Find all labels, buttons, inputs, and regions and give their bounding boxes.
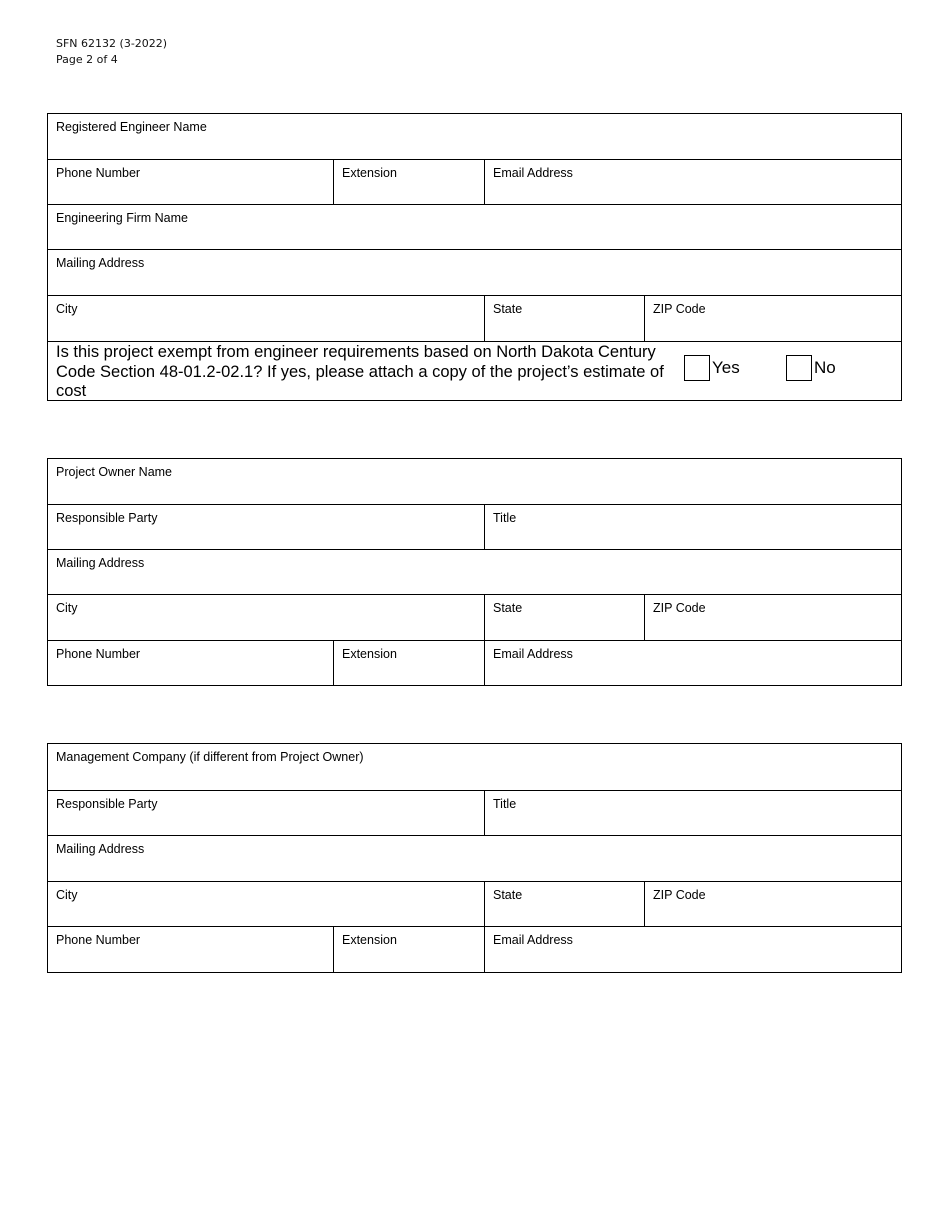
owner-extension-field[interactable]	[333, 641, 484, 685]
field-label: City	[56, 888, 78, 902]
field-label: Email Address	[493, 166, 573, 180]
no-checkbox[interactable]	[786, 355, 812, 381]
management-email-field[interactable]	[484, 927, 901, 972]
field-label: Registered Engineer Name	[56, 120, 207, 134]
engineer-email-field[interactable]	[484, 160, 901, 204]
owner-phone-field[interactable]	[48, 641, 333, 685]
field-label: Mailing Address	[56, 556, 145, 570]
management-phone-field[interactable]	[48, 927, 333, 972]
field-label: Phone Number	[56, 647, 141, 661]
engineering-firm-field[interactable]	[48, 205, 901, 249]
field-label: Extension	[342, 166, 397, 180]
field-label: Email Address	[493, 647, 573, 661]
owner-state-field[interactable]	[484, 595, 644, 640]
engineer-section	[47, 113, 902, 401]
field-label: Management Company (if different from Project Owner)	[56, 750, 364, 764]
management-responsible-party-field[interactable]	[48, 791, 484, 835]
owner-name-field[interactable]	[48, 459, 901, 504]
management-zip-field[interactable]	[644, 882, 901, 926]
field-label: State	[493, 302, 523, 316]
page-number: Page 2 of 4	[56, 53, 118, 66]
engineer-mailing-address-field[interactable]	[48, 250, 901, 295]
engineer-state-field[interactable]	[484, 296, 644, 341]
form-number: SFN 62132 (3-2022)	[56, 37, 168, 50]
engineer-zip-field[interactable]	[644, 296, 901, 341]
field-label: Phone Number	[56, 933, 141, 947]
engineer-extension-field[interactable]	[333, 160, 484, 204]
field-label: Engineering Firm Name	[56, 211, 188, 225]
field-label: Mailing Address	[56, 256, 145, 270]
field-label: Extension	[342, 933, 397, 947]
management-section	[47, 743, 902, 973]
field-label: Extension	[342, 647, 397, 661]
field-label: Title	[493, 511, 517, 525]
engineer-city-field[interactable]	[48, 296, 484, 341]
field-label: ZIP Code	[653, 888, 706, 902]
management-state-field[interactable]	[484, 882, 644, 926]
field-label: City	[56, 302, 78, 316]
engineer-name-field[interactable]	[48, 114, 901, 159]
exempt-yes-option[interactable]	[684, 355, 740, 381]
engineer-phone-field[interactable]	[48, 160, 333, 204]
field-label: ZIP Code	[653, 601, 706, 615]
field-label: State	[493, 601, 523, 615]
management-mailing-address-field[interactable]	[48, 836, 901, 881]
management-company-field[interactable]	[48, 744, 901, 790]
owner-email-field[interactable]	[484, 641, 901, 685]
field-label: Responsible Party	[56, 511, 158, 525]
field-label: State	[493, 888, 523, 902]
exempt-no-option[interactable]	[786, 355, 836, 381]
exempt-question: Is this project exempt from engineer requirements based on North Dakota Century Code Section 48-01.2-02.1? If yes, please attach a copy of the project’s estimate of cost	[56, 343, 664, 400]
field-label: Mailing Address	[56, 842, 145, 856]
field-label: Phone Number	[56, 166, 141, 180]
management-title-field[interactable]	[484, 791, 901, 835]
yes-checkbox[interactable]	[684, 355, 710, 381]
owner-responsible-party-field[interactable]	[48, 505, 484, 549]
field-label: Responsible Party	[56, 797, 158, 811]
field-label: City	[56, 601, 78, 615]
management-extension-field[interactable]	[333, 927, 484, 972]
owner-zip-field[interactable]	[644, 595, 901, 640]
field-label: Email Address	[493, 933, 573, 947]
field-label: Title	[493, 797, 517, 811]
management-city-field[interactable]	[48, 882, 484, 926]
owner-title-field[interactable]	[484, 505, 901, 549]
field-label: Project Owner Name	[56, 465, 173, 479]
owner-city-field[interactable]	[48, 595, 484, 640]
no-label: No	[814, 358, 836, 377]
owner-mailing-address-field[interactable]	[48, 550, 901, 594]
owner-section	[47, 458, 902, 686]
field-label: ZIP Code	[653, 302, 706, 316]
yes-label: Yes	[712, 358, 740, 377]
